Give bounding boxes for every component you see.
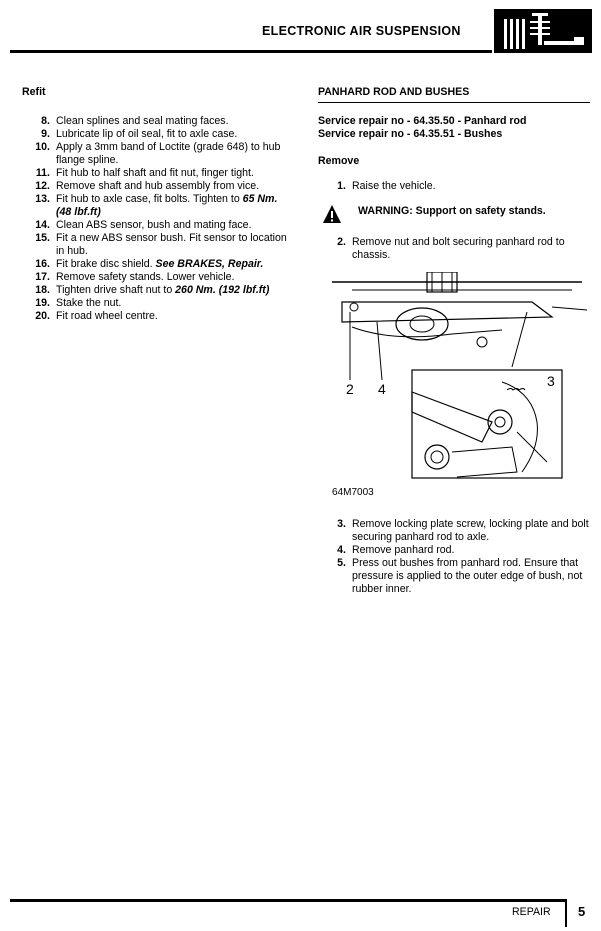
callout-3: 3 — [547, 373, 555, 389]
figure-caption: 64M7003 — [332, 487, 374, 498]
list-item: 12. Remove shaft and hub assembly from vice. — [35, 180, 260, 192]
list-item: 19. Stake the nut. — [35, 297, 122, 309]
list-item: 3. Remove locking plate screw, locking plate and bolt securing panhard rod to axle. — [337, 518, 589, 543]
list-item: 1. Raise the vehicle. — [337, 180, 436, 192]
list-item: 9. Lubricate lip of oil seal, fit to axle case. — [41, 128, 238, 140]
warning-box — [318, 203, 590, 224]
list-item: 2. Remove nut and bolt securing panhard rod to chassis. — [337, 236, 565, 261]
page-header-title: ELECTRONIC AIR SUSPENSION — [262, 24, 461, 38]
remove-steps-a — [318, 180, 590, 193]
footer-divider — [565, 899, 567, 927]
list-item: 5. Press out bushes from panhard rod. Ensure that pressure is applied to the outer edge of bush, not rubber inner. — [337, 557, 583, 595]
remove-heading: Remove — [318, 155, 360, 167]
list-item: 18. Tighten drive shaft nut to 260 Nm. (192 lbf.ft) — [35, 284, 270, 296]
torque-spec: 65 Nm. (48 lbf.ft) — [56, 193, 278, 218]
header-rule — [10, 50, 492, 53]
list-item: 17. Remove safety stands. Lower vehicle. — [35, 271, 235, 283]
footer-rule — [10, 899, 567, 902]
list-item: 10. Apply a 3mm band of Loctite (grade 648) to hub flange spline. — [35, 141, 281, 166]
list-item: 4. Remove panhard rod. — [337, 544, 455, 556]
page-number: 5 — [578, 904, 586, 919]
refit-steps — [22, 115, 292, 323]
list-item: 8. Clean splines and seal mating faces. — [41, 115, 229, 127]
list-item: 20. Fit road wheel centre. — [35, 310, 158, 322]
callout-2: 2 — [346, 381, 354, 397]
cross-reference: See BRAKES, Repair. — [155, 258, 264, 270]
suspension-section-icon — [494, 9, 592, 53]
remove-steps-c — [318, 518, 590, 596]
refit-heading: Refit — [22, 86, 46, 98]
callout-4: 4 — [378, 381, 386, 397]
panhard-rod-illustration — [332, 272, 592, 510]
warning-text: WARNING: Support on safety stands. — [358, 205, 546, 217]
list-item: 13. Fit hub to axle case, fit bolts. Tighten to 65 Nm. (48 lbf.ft) — [35, 193, 278, 218]
service-repair-rod: Service repair no - 64.35.50 - Panhard rod — [318, 115, 527, 127]
list-item: 16. Fit brake disc shield. See BRAKES, Repair. — [35, 258, 264, 270]
list-item: 11. Fit hub to half shaft and fit nut, finger tight. — [35, 167, 254, 179]
section-title: PANHARD ROD AND BUSHES — [318, 86, 590, 103]
list-item: 14. Clean ABS sensor, bush and mating face. — [35, 219, 252, 231]
warning-icon — [322, 204, 342, 224]
right-column — [318, 86, 590, 596]
torque-spec: 260 Nm. (192 lbf.ft) — [175, 284, 270, 296]
footer-section-label: REPAIR — [512, 906, 551, 918]
left-column — [22, 86, 292, 323]
remove-steps-b — [318, 236, 590, 262]
service-repair-bushes: Service repair no - 64.35.51 - Bushes — [318, 128, 503, 140]
list-item: 15. Fit a new ABS sensor bush. Fit sensor to location in hub. — [35, 232, 287, 257]
